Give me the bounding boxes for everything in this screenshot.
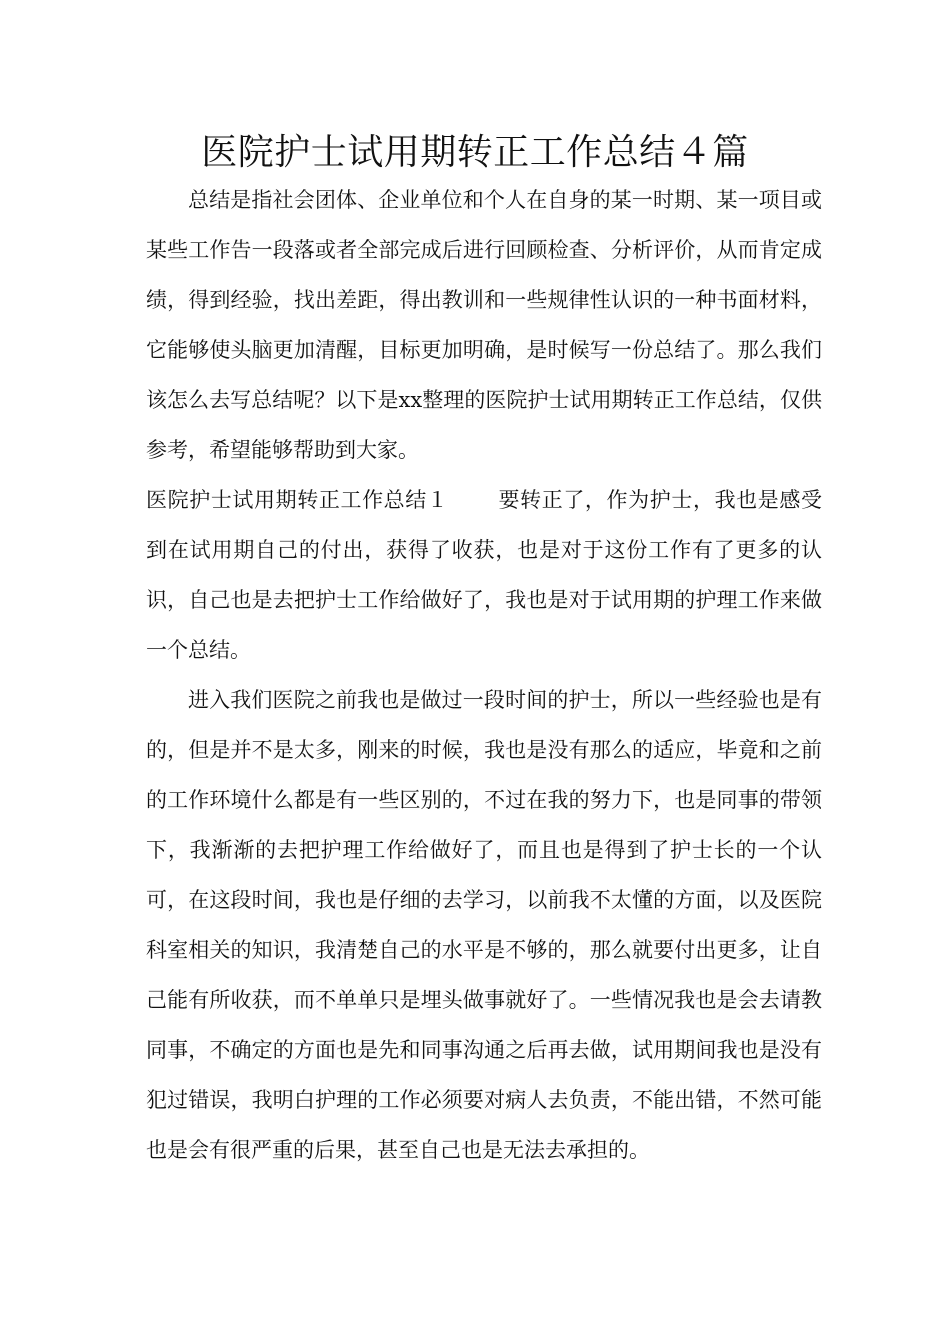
section-1-paragraph-2: 进入我们医院之前我也是做过一段时间的护士，所以一些经验也是有的，但是并不是太多，刚来的时候，我也是没有那么的适应，毕竟和之前的工作环境什么都是有一些区别的，不过在我的努力下，也是同事的带领下，我渐渐的去把护理工作给做好了，而且也是得到了护士长的一个认可，在这段时间，我也是仔细的去学习，以前我不太懂的方面，以及医院科室相关的知识，我清楚自己的水平是不够的，那么就要付出更多，让自己能有所收获，而不单单只是埋头做事就好了。一些情况我也是会去请教同事，不确定的方面也是先和同事沟通之后再去做，试用期间我也是没有犯过错误，我明白护理的工作必须要对病人去负责，不能出错，不然可能也是会有很严重的后果，甚至自己也是无法去承担的。 (146, 688, 822, 1162)
document-body (146, 175, 822, 1175)
intro-paragraph: 总结是指社会团体、企业单位和个人在自身的某一时期、某一项目或某些工作告一段落或者全部完成后进行回顾检查、分析评价，从而肯定成绩，得到经验，找出差距，得出教训和一些规律性认识的一种书面材料，它能够使头脑更加清醒，目标更加明确，是时候写一份总结了。那么我们该怎么去写总结呢？以下是xx整理的医院护士试用期转正工作总结，仅供参考，希望能够帮助到大家。 (146, 188, 822, 462)
section-1-paragraph-1-text: 要转正了，作为护士，我也是感受到在试用期自己的付出，获得了收获，也是对于这份工作有了更多的认识，自己也是去把护士工作给做好了，我也是对于试用期的护理工作来做一个总结。 (146, 488, 822, 662)
section-1-paragraph-1 (146, 475, 822, 675)
document-title: 医院护士试用期转正工作总结４篇 (201, 132, 749, 173)
section-1-heading: 医院护士试用期转正工作总结１ (146, 488, 449, 512)
